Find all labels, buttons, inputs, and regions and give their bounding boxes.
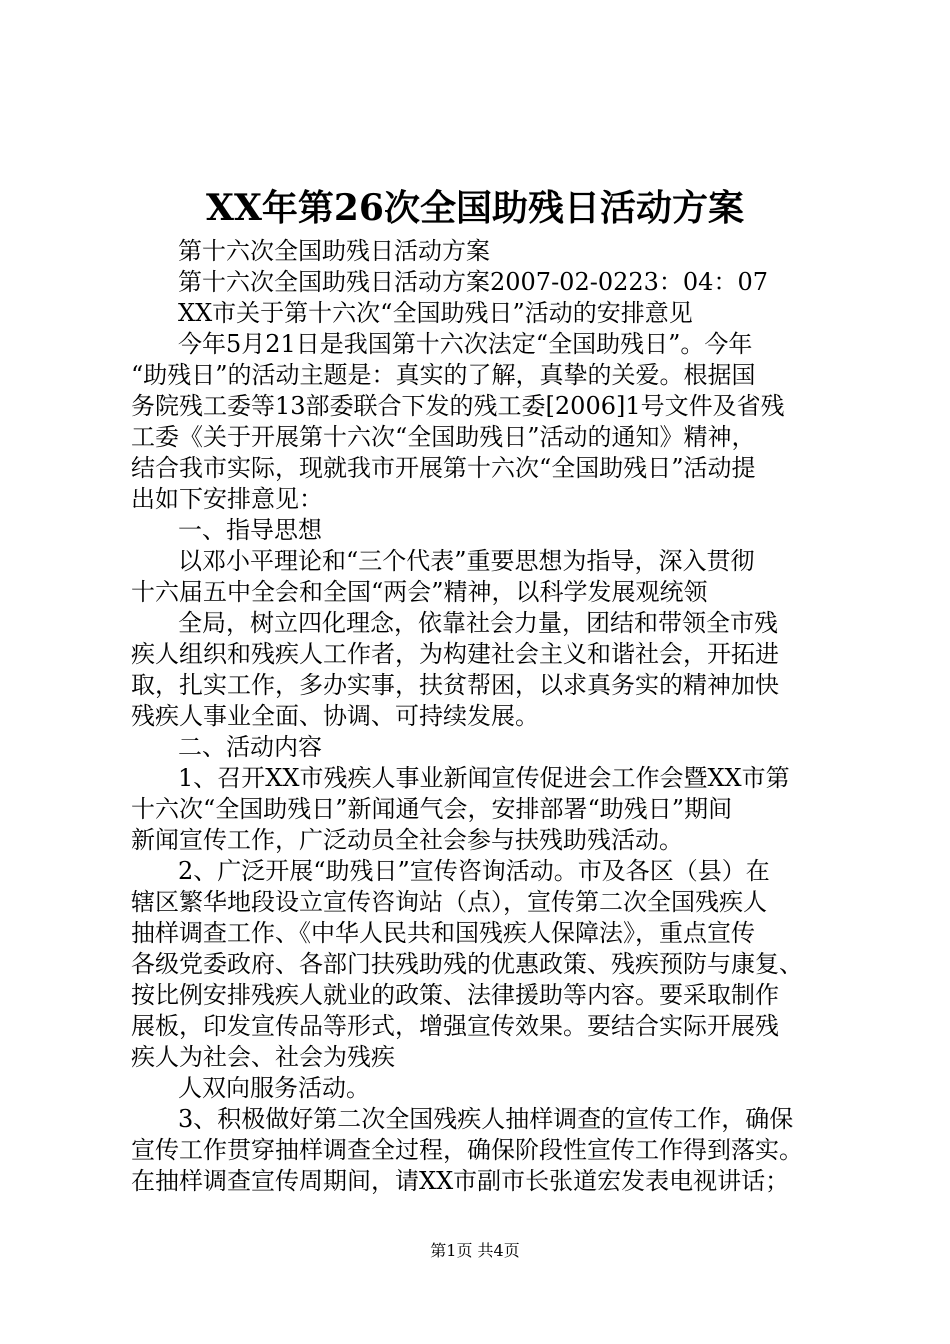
text-line: 抽样调查工作、《中华人民共和国残疾人保障法》，重点宣传 [131, 919, 755, 947]
text-line: 新闻宣传工作，广泛动员全社会参与扶残助残活动。 [131, 826, 683, 854]
text-line: 按比例安排残疾人就业的政策、法律援助等内容。要采取制作 [131, 981, 779, 1009]
text-line: 第十六次全国助残日活动方案 [178, 237, 490, 265]
text-line: 二、活动内容 [178, 733, 322, 761]
text-line: 疾人组织和残疾人工作者，为构建社会主义和谐社会，开拓进 [131, 640, 779, 668]
text-line: 各级党委政府、各部门扶残助残的优惠政策、残疾预防与康复、 [131, 950, 803, 978]
text-line: 一、指导思想 [178, 516, 322, 544]
text-line: 展板，印发宣传品等形式，增强宣传效果。要结合实际开展残 [131, 1012, 779, 1040]
text-line: 以邓小平理论和“三个代表”重要思想为指导，深入贯彻 [178, 547, 755, 575]
text-line: 十六次“全国助残日”新闻通气会，安排部署“助残日”期间 [131, 795, 733, 823]
text-line: 出如下安排意见： [131, 485, 323, 513]
text-line: 十六届五中全会和全国“两会”精神，以科学发展观统领 [131, 578, 708, 606]
text-line: 第十六次全国助残日活动方案2007-02-0223：04：07 [178, 268, 768, 296]
text-line: XX市关于第十六次“全国助残日”活动的安排意见 [178, 299, 693, 327]
text-line: 辖区繁华地段设立宣传咨询站（点），宣传第二次全国残疾人 [131, 888, 767, 916]
text-line: 工委《关于开展第十六次“全国助残日”活动的通知》精神， [131, 423, 756, 451]
text-line: 人双向服务活动。 [178, 1074, 370, 1102]
text-line: 残疾人事业全面、协调、可持续发展。 [131, 702, 539, 730]
text-line: 3、积极做好第二次全国残疾人抽样调查的宣传工作，确保 [178, 1105, 794, 1133]
text-line: 今年5月21日是我国第十六次法定“全国助残日”。今年 [178, 330, 753, 358]
text-line: 在抽样调查宣传周期间，请XX市副市长张道宏发表电视讲话； [131, 1167, 790, 1195]
text-line: 2、广泛开展“助残日”宣传咨询活动。市及各区（县）在 [178, 857, 770, 885]
text-line: 结合我市实际，现就我市开展第十六次“全国助残日”活动提 [131, 454, 756, 482]
text-line: 1、召开XX市残疾人事业新闻宣传促进会工作会暨XX市第 [178, 764, 790, 792]
document-title: XX年第26次全国助残日活动方案 [206, 187, 744, 229]
text-line: 宣传工作贯穿抽样调查全过程，确保阶段性宣传工作得到落实。 [131, 1136, 803, 1164]
text-line: 疾人为社会、社会为残疾 [131, 1043, 395, 1071]
text-line: 取，扎实工作，多办实事，扶贫帮困，以求真务实的精神加快 [131, 671, 779, 699]
text-line: 务院残工委等13部委联合下发的残工委[2006]1号文件及省残 [131, 392, 785, 420]
text-line: 全局，树立四化理念，依靠社会力量，团结和带领全市残 [178, 609, 778, 637]
text-line: “助残日”的活动主题是：真实的了解，真挚的关爱。根据国 [131, 361, 756, 389]
document-body [131, 236, 831, 1197]
page-footer: 第1页 共4页 [430, 1241, 520, 1260]
